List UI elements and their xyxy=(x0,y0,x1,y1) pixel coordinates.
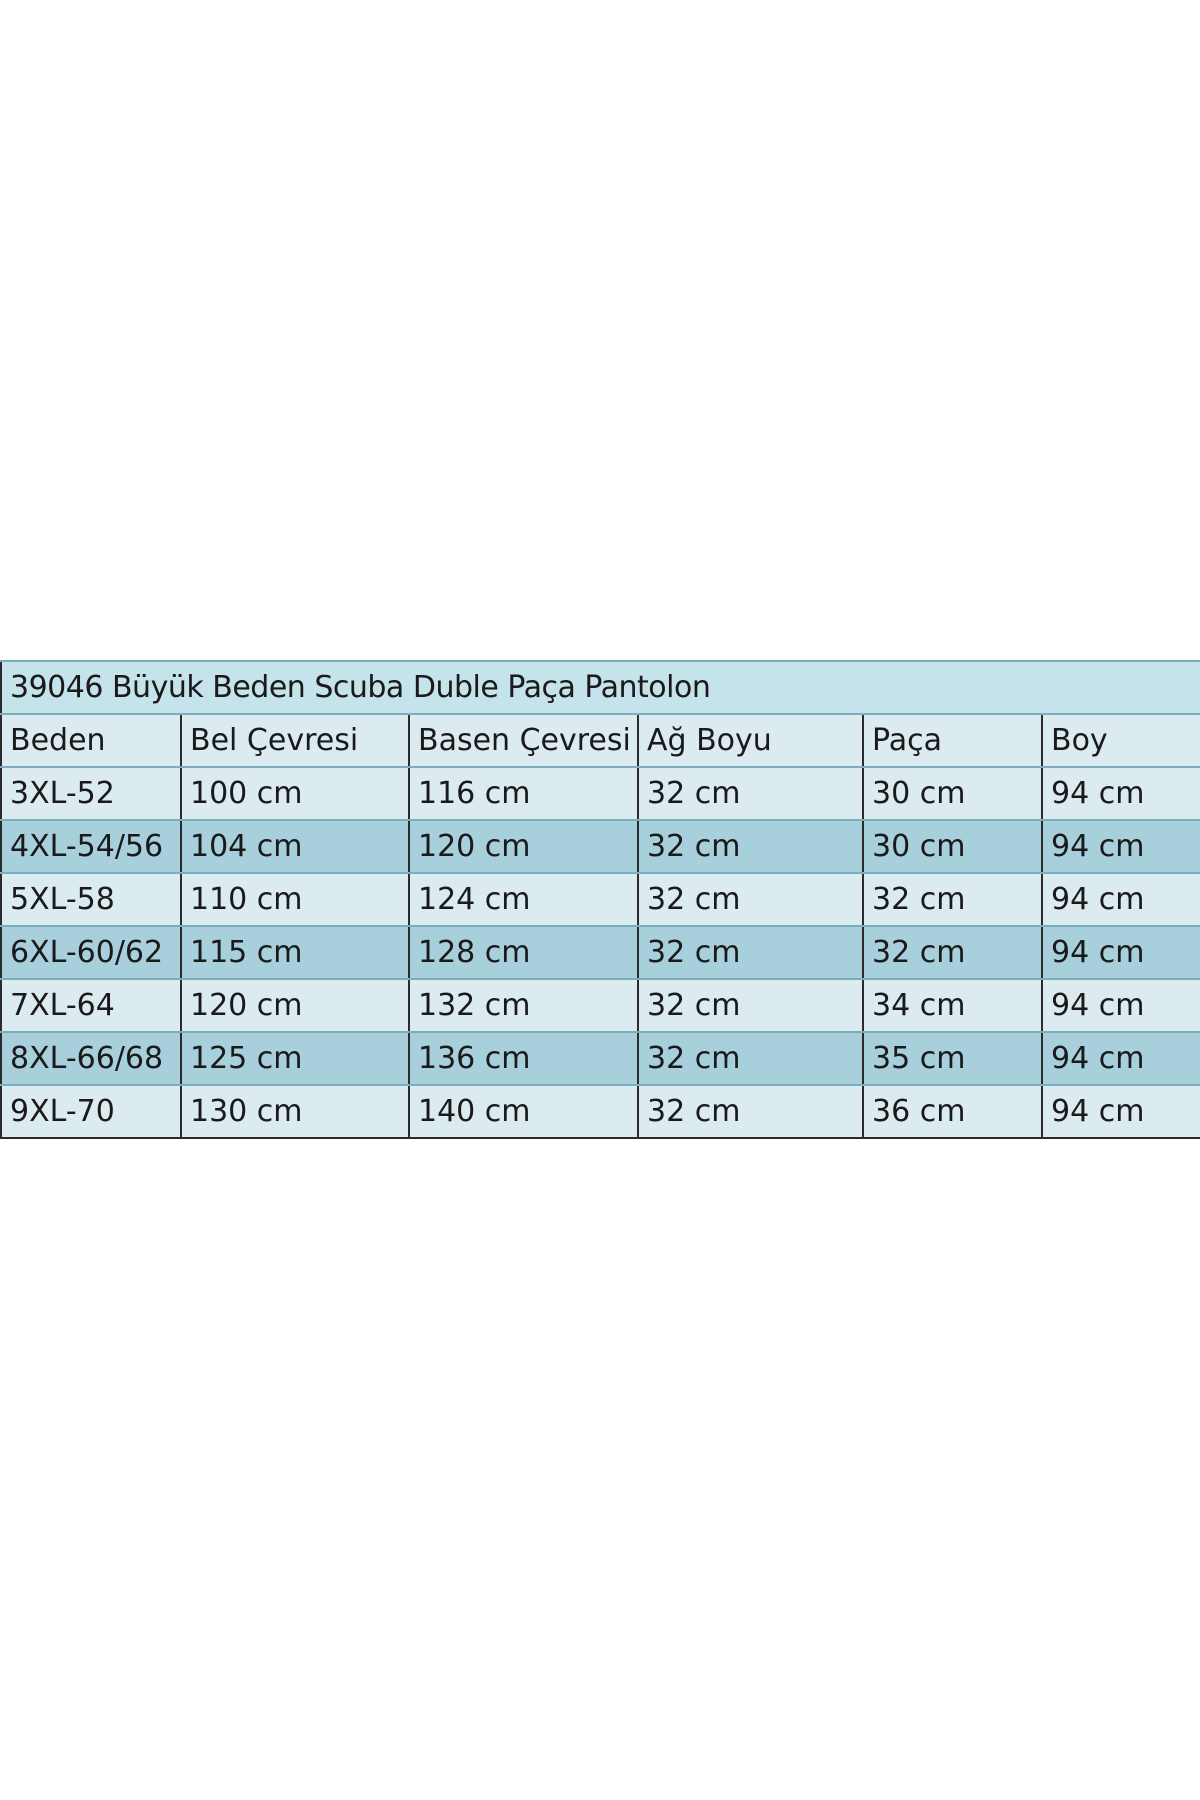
hip-cell: 120 cm xyxy=(409,820,638,873)
column-header-bel-cevresi: Bel Çevresi xyxy=(181,714,409,767)
column-header-boy: Boy xyxy=(1042,714,1200,767)
length-cell: 94 cm xyxy=(1042,767,1200,820)
column-header-basen-cevresi: Basen Çevresi xyxy=(409,714,638,767)
hip-cell: 132 cm xyxy=(409,979,638,1032)
inseam-cell: 32 cm xyxy=(638,1085,863,1138)
length-cell: 94 cm xyxy=(1042,926,1200,979)
size-cell: 7XL-64 xyxy=(1,979,181,1032)
size-chart-table xyxy=(0,660,1200,1139)
leg-opening-cell: 35 cm xyxy=(863,1032,1042,1085)
size-cell: 3XL-52 xyxy=(1,767,181,820)
inseam-cell: 32 cm xyxy=(638,926,863,979)
leg-opening-cell: 30 cm xyxy=(863,767,1042,820)
waist-cell: 130 cm xyxy=(181,1085,409,1138)
table-row xyxy=(1,926,1200,979)
length-cell: 94 cm xyxy=(1042,1085,1200,1138)
hip-cell: 128 cm xyxy=(409,926,638,979)
hip-cell: 140 cm xyxy=(409,1085,638,1138)
leg-opening-cell: 32 cm xyxy=(863,926,1042,979)
header-row xyxy=(1,714,1200,767)
size-cell: 8XL-66/68 xyxy=(1,1032,181,1085)
table-row xyxy=(1,820,1200,873)
length-cell: 94 cm xyxy=(1042,1032,1200,1085)
inseam-cell: 32 cm xyxy=(638,979,863,1032)
leg-opening-cell: 32 cm xyxy=(863,873,1042,926)
table-row xyxy=(1,979,1200,1032)
column-header-beden: Beden xyxy=(1,714,181,767)
size-cell: 4XL-54/56 xyxy=(1,820,181,873)
column-header-ag-boyu: Ağ Boyu xyxy=(638,714,863,767)
leg-opening-cell: 36 cm xyxy=(863,1085,1042,1138)
size-cell: 9XL-70 xyxy=(1,1085,181,1138)
leg-opening-cell: 30 cm xyxy=(863,820,1042,873)
hip-cell: 124 cm xyxy=(409,873,638,926)
hip-cell: 136 cm xyxy=(409,1032,638,1085)
waist-cell: 125 cm xyxy=(181,1032,409,1085)
column-header-paca: Paça xyxy=(863,714,1042,767)
leg-opening-cell: 34 cm xyxy=(863,979,1042,1032)
table-title: 39046 Büyük Beden Scuba Duble Paça Pantolon xyxy=(1,661,1200,714)
hip-cell: 116 cm xyxy=(409,767,638,820)
inseam-cell: 32 cm xyxy=(638,820,863,873)
length-cell: 94 cm xyxy=(1042,873,1200,926)
waist-cell: 115 cm xyxy=(181,926,409,979)
waist-cell: 100 cm xyxy=(181,767,409,820)
inseam-cell: 32 cm xyxy=(638,873,863,926)
size-cell: 6XL-60/62 xyxy=(1,926,181,979)
length-cell: 94 cm xyxy=(1042,820,1200,873)
length-cell: 94 cm xyxy=(1042,979,1200,1032)
size-chart xyxy=(0,660,1200,1139)
waist-cell: 104 cm xyxy=(181,820,409,873)
table-row xyxy=(1,873,1200,926)
table-row xyxy=(1,767,1200,820)
inseam-cell: 32 cm xyxy=(638,1032,863,1085)
table-row xyxy=(1,1085,1200,1138)
title-row xyxy=(1,661,1200,714)
table-row xyxy=(1,1032,1200,1085)
waist-cell: 120 cm xyxy=(181,979,409,1032)
waist-cell: 110 cm xyxy=(181,873,409,926)
inseam-cell: 32 cm xyxy=(638,767,863,820)
size-cell: 5XL-58 xyxy=(1,873,181,926)
